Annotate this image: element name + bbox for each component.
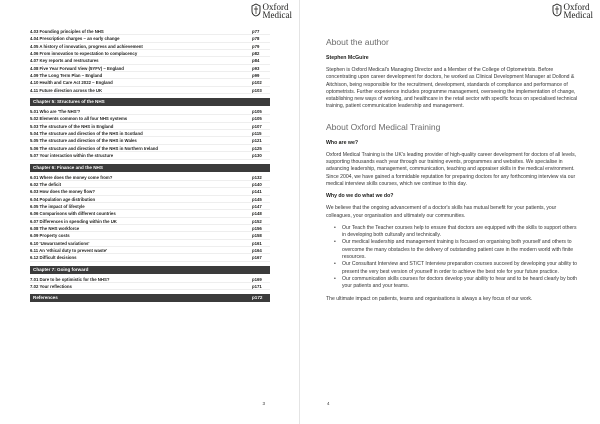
- toc-entry[interactable]: [30, 203, 270, 210]
- toc-entry-title: 5.02 Elements common to all four NHS systems: [30, 116, 128, 122]
- toc-entry-page: p103: [252, 87, 262, 93]
- toc-entry-title: 6.10 'Unwarranted variations': [30, 240, 90, 246]
- toc-entry[interactable]: [30, 72, 270, 79]
- toc-entry-title: 5.06 The structure and direction of the NHS in Northern Ireland: [30, 145, 158, 151]
- toc-entry[interactable]: [30, 87, 270, 94]
- toc-entry-page: p130: [252, 153, 262, 159]
- author-name: Stephen McGuire: [326, 55, 369, 61]
- toc-entry-page: p79: [252, 43, 260, 49]
- toc-entry-title: 6.06 Comparisons with different countries: [30, 211, 116, 217]
- toc-entry[interactable]: [30, 254, 270, 261]
- toc-entry[interactable]: [30, 188, 270, 195]
- chapter-title: Chapter 6: Finance and the NHS: [33, 164, 103, 170]
- toc-entry[interactable]: [30, 50, 270, 57]
- toc-entry[interactable]: [30, 130, 270, 137]
- crest-icon: [552, 3, 562, 17]
- toc-entry-page: p102: [252, 80, 262, 86]
- about-author-heading: About the author: [326, 37, 389, 47]
- toc-entry-page: p167: [252, 255, 262, 261]
- toc-entry[interactable]: [30, 240, 270, 247]
- toc-entry-page: p171: [252, 283, 262, 289]
- page-number: 3: [262, 401, 265, 406]
- chapter-heading[interactable]: [30, 98, 270, 106]
- toc-entry[interactable]: [30, 108, 270, 115]
- toc-entry[interactable]: [30, 174, 270, 181]
- why-heading: Why do we do what we do?: [326, 193, 394, 200]
- toc-entry-title: 6.02 The deficit: [30, 181, 62, 187]
- toc-entry-page: p169: [252, 276, 262, 282]
- toc-entry[interactable]: [30, 210, 270, 217]
- toc-entry-page: p105: [252, 116, 262, 122]
- references-page: p172: [252, 295, 263, 301]
- toc-entry[interactable]: [30, 57, 270, 64]
- toc-entry-title: 6.01 Where does the money come from?: [30, 174, 113, 180]
- toc-entry-page: p164: [252, 247, 262, 253]
- toc-entry[interactable]: [30, 123, 270, 130]
- toc-entry[interactable]: [30, 218, 270, 225]
- toc-entry[interactable]: [30, 137, 270, 144]
- toc-entry[interactable]: [30, 115, 270, 122]
- list-item: • Our Teach the Teacher courses help to ensure that doctors are equipped with the skills to support others in developing both culturally and technically.: [326, 225, 578, 240]
- toc-entry-page: p145: [252, 196, 262, 202]
- toc-entry[interactable]: [30, 35, 270, 42]
- toc-entry[interactable]: [30, 247, 270, 254]
- toc-entry-title: 5.07 Your interaction within the structure: [30, 153, 114, 159]
- toc-entry-page: p148: [252, 211, 262, 217]
- toc-entry-title: 7.01 Dare to be optimistic for the NHS?: [30, 276, 110, 282]
- toc-entry-page: p78: [252, 36, 260, 42]
- right-page-content: [326, 37, 578, 308]
- toc-entry-title: 4.08 Five Year Forward View (5YFV) – England: [30, 65, 124, 71]
- toc-entry-page: p152: [252, 218, 262, 224]
- toc-entry-title: 4.07 Key reports and restructures: [30, 58, 99, 64]
- toc-entry-page: p156: [252, 225, 262, 231]
- toc-entry-title: 6.03 How does the money flow?: [30, 189, 95, 195]
- toc-entry-title: 4.06 From innovation to expectation to complacency: [30, 51, 138, 57]
- toc-entry-page: p141: [252, 189, 262, 195]
- toc-entry-page: p105: [252, 109, 262, 115]
- why-text: We believe that the ongoing advancement of a doctor's skills has mutual benefit for your patients, your colleagues, your organisation and ultimately our communities.: [326, 205, 557, 219]
- toc-entry-page: p125: [252, 145, 262, 151]
- toc-entry[interactable]: [30, 276, 270, 283]
- crest-icon: [251, 3, 261, 17]
- toc-entry-title: 4.09 The Long Term Plan – England: [30, 73, 103, 79]
- toc-entry[interactable]: [30, 181, 270, 188]
- author-bio: Stephen is Oxford Medical's Managing Director and a Member of the College of Optometrists. Before concentrating upon career development for doctors, he worked as Clinical Development Manager at Dollond & Aitchison, being responsible for the recruitment, development, standards of compliance and performance of optometrists. Further experience includes programme management, overseeing the implementation of change, establishing new ways of working, and healthcare in the retail sector with specific focus on specialised technical training, patient communication leadership and management.: [326, 67, 578, 110]
- toc-entry-title: 7.02 Your reflections: [30, 283, 72, 289]
- page-number: 4: [327, 401, 330, 406]
- toc-entry-title: 4.03 Founding principles of the NHS: [30, 29, 104, 34]
- oxford-medical-logo: [251, 3, 293, 19]
- toc-pre-entries: [30, 28, 270, 94]
- toc-entry[interactable]: [30, 152, 270, 159]
- toc-entry[interactable]: [30, 145, 270, 152]
- toc-entry-page: p107: [252, 123, 262, 129]
- chapter-title: Chapter 5: Structures of the NHS: [33, 99, 105, 105]
- toc-entry-page: p161: [252, 240, 262, 246]
- toc-entry-page: p84: [252, 58, 260, 64]
- references-title: References: [33, 295, 58, 301]
- toc-entry-title: 5.05 The structure and direction of the NHS in Wales: [30, 138, 137, 144]
- toc-entry-title: 5.04 The structure and direction of the NHS in Scotland: [30, 131, 143, 137]
- toc-entry-title: 6.08 The NHS workforce: [30, 225, 80, 231]
- toc-entry-page: p77: [252, 29, 260, 34]
- list-item: • Our communication skills courses for doctors develop your ability to hear and to be heard clearly by both your patients and your teams.: [326, 276, 578, 291]
- right-page: [300, 0, 600, 424]
- logo-wordmark: Oxford Medical: [262, 2, 292, 20]
- toc-entry-page: p140: [252, 181, 262, 187]
- toc-entry-page: p121: [252, 138, 262, 144]
- toc-entry[interactable]: [30, 196, 270, 203]
- chapter-heading[interactable]: [30, 164, 270, 172]
- toc-entry[interactable]: [30, 283, 270, 290]
- toc-entry-title: 6.12 Difficult decisions: [30, 255, 77, 261]
- toc-entry[interactable]: [30, 43, 270, 50]
- toc-entry-title: 6.05 The impact of lifestyle: [30, 203, 85, 209]
- table-of-contents: [30, 28, 270, 304]
- benefits-list: [326, 225, 578, 291]
- toc-entry-page: p99: [252, 73, 260, 79]
- toc-chapters: [30, 98, 270, 290]
- toc-entry[interactable]: [30, 232, 270, 239]
- toc-entry-title: 4.10 Health and Care Act 2022 – England: [30, 80, 113, 86]
- references-bar[interactable]: [30, 294, 270, 302]
- oxford-medical-logo: [552, 3, 594, 19]
- who-text: Oxford Medical Training is the UK's leading provider of high-quality career development for doctors of all levels, supporting thousands each year through our training events, programmes and websites. We specialise in advancing leadership, management, communication, teaching and appraiser skills in the medical environment. Since 2004, we have gained a formidable reputation for preparing doctors for any forthcoming interview via our medical interview skills courses, which we continue to this day.: [326, 151, 577, 187]
- toc-entry-title: 4.05 A history of innovation, progress and achievement: [30, 43, 143, 49]
- list-item: • Our medical leadership and management training is focused on organising both yourself and others to overcome the many obstacles to the delivery of outstanding patient care in the modern world with finite resources.: [326, 239, 578, 261]
- toc-entry-title: 5.03 The structure of the NHS in England: [30, 123, 114, 129]
- who-heading: Who are we?: [326, 139, 358, 146]
- toc-entry-title: 6.04 Population age distribution: [30, 196, 96, 202]
- toc-entry-page: p158: [252, 233, 262, 239]
- toc-entry[interactable]: [30, 65, 270, 72]
- toc-entry-page: p82: [252, 51, 260, 57]
- toc-entry[interactable]: [30, 79, 270, 86]
- toc-entry-title: 4.04 Prescription charges – an early change: [30, 36, 120, 42]
- toc-entry-page: p93: [252, 65, 260, 71]
- toc-entry[interactable]: [30, 225, 270, 232]
- chapter-title: Chapter 7: Going forward: [33, 266, 89, 272]
- list-item: • Our Consultant Interview and ST/CT Interview preparation courses succeed by developing your ability to present the very best version of yourself in order to achieve the best role for your future practice.: [326, 261, 578, 276]
- chapter-heading[interactable]: [30, 266, 270, 274]
- toc-entry-page: p115: [252, 131, 262, 137]
- logo-wordmark: Oxford Medical: [563, 2, 593, 20]
- toc-entry[interactable]: [30, 28, 270, 35]
- toc-entry-title: 6.07 Differences in spending within the UK: [30, 218, 117, 224]
- about-training-heading: About Oxford Medical Training: [326, 121, 441, 132]
- toc-entry-page: p132: [252, 174, 262, 180]
- toc-entry-title: 4.11 Future direction across the UK: [30, 87, 103, 93]
- toc-entry-title: 6.09 Property costs: [30, 233, 70, 239]
- toc-entry-page: p147: [252, 203, 262, 209]
- toc-entry-title: 5.01 Who are 'The NHS'?: [30, 109, 81, 115]
- closing-text: The ultimate impact on patients, teams and organisations is always a key focus of our work.: [326, 295, 533, 302]
- toc-entry-title: 6.11 An 'ethical duty to prevent waste': [30, 247, 108, 253]
